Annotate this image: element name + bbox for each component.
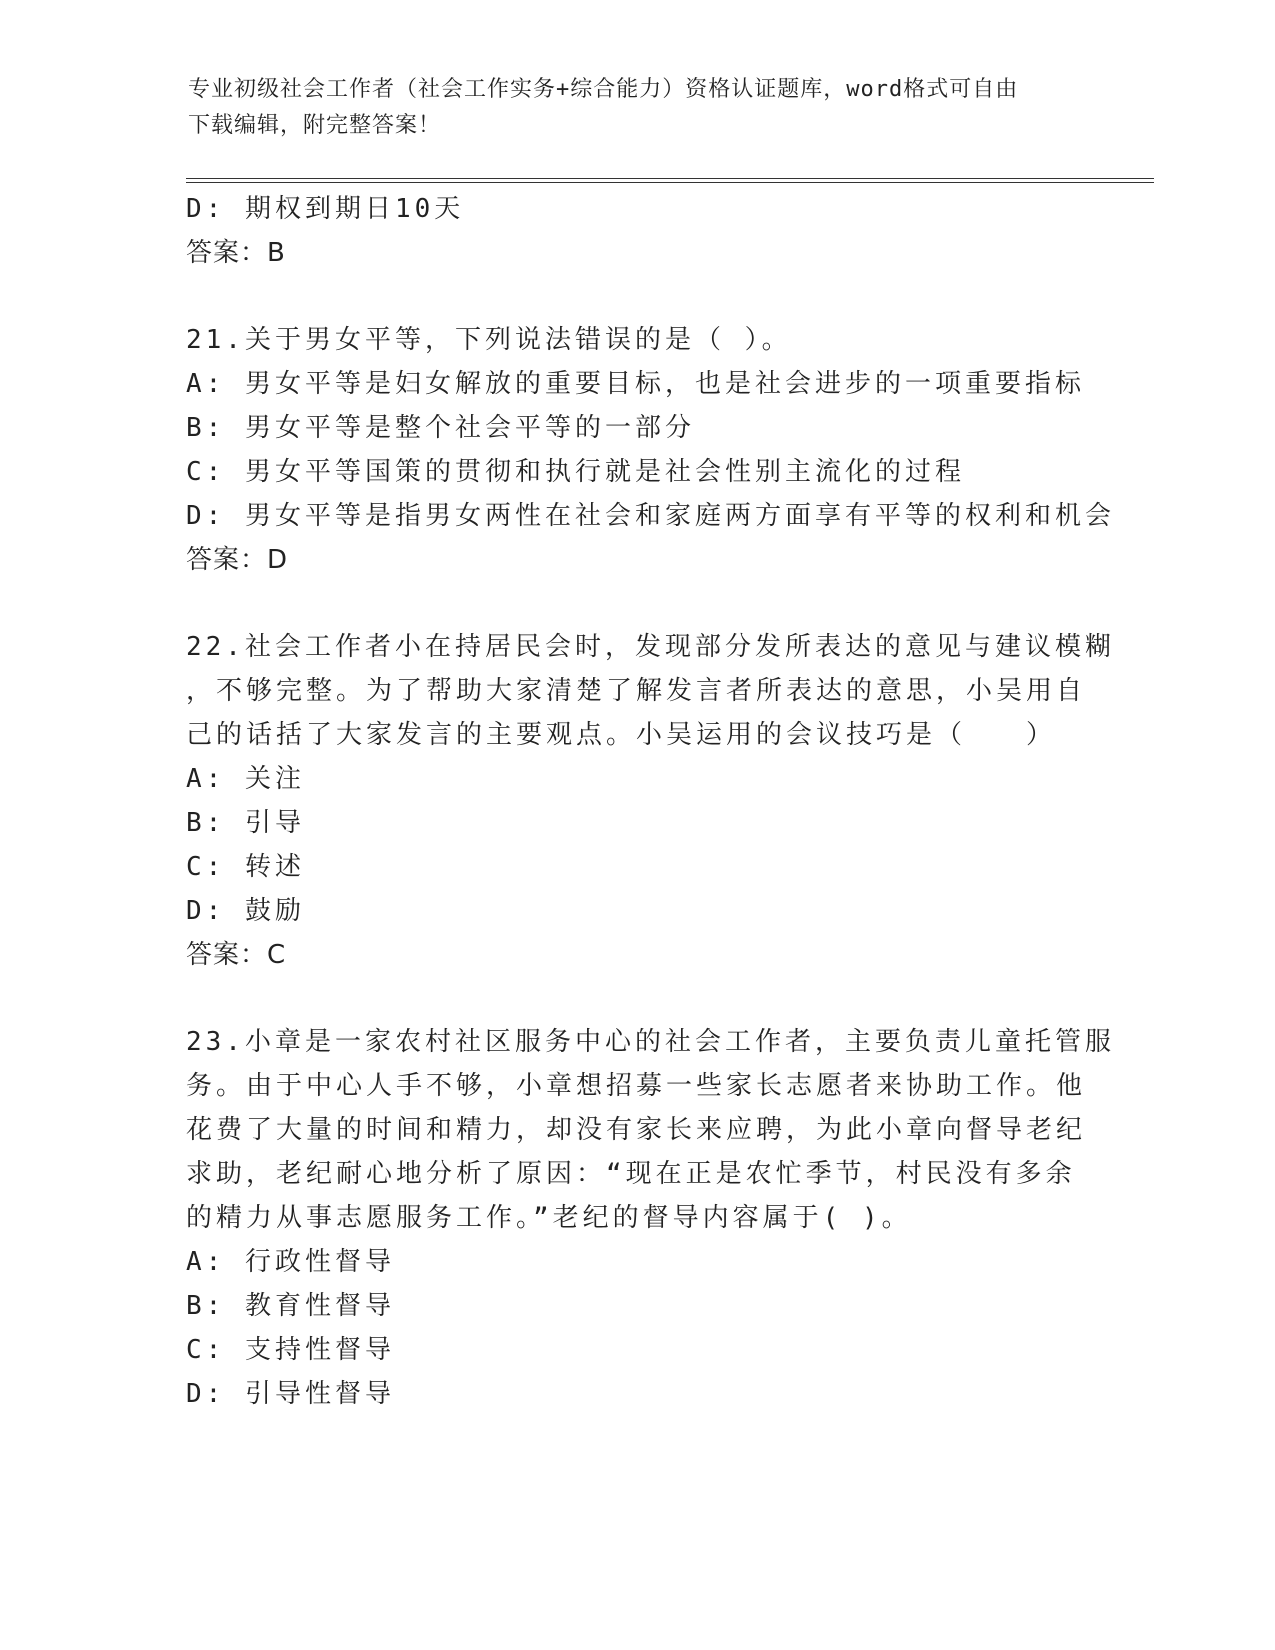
- question-22-answer: [186, 938, 286, 972]
- question-22-option-a: A: 关注: [186, 764, 305, 794]
- option-d: D: 期权到期日10天: [186, 194, 465, 224]
- question-21-stem: 21.关于男女平等，下列说法错误的是（ ）。: [186, 325, 792, 355]
- question-21-answer: [186, 543, 288, 577]
- question-22-option-d: D: 鼓励: [186, 896, 305, 926]
- question-23-stem-line-3: 花费了大量的时间和精力，却没有家长来应聘，为此小章向督导老纪: [186, 1115, 1087, 1145]
- answer-value: C: [267, 940, 287, 970]
- document-header: [188, 72, 1088, 144]
- header-divider-top: [186, 178, 1154, 179]
- question-22-option-c: C: 转述: [186, 852, 305, 882]
- header-title-line-2: 下载编辑，附完整答案！: [188, 113, 442, 138]
- answer-label: 答案：: [186, 545, 268, 575]
- question-21-option-c: C: 男女平等国策的贯彻和执行就是社会性别主流化的过程: [186, 457, 965, 487]
- answer-label: 答案：: [186, 940, 268, 970]
- question-22-stem-line-1: 22.社会工作者小在持居民会时，发现部分发所表达的意见与建议模糊: [186, 632, 1115, 662]
- question-23-option-b: B: 教育性督导: [186, 1291, 395, 1321]
- answer-value: B: [267, 238, 286, 268]
- question-23-option-c: C: 支持性督导: [186, 1335, 395, 1365]
- answer-label: 答案：: [186, 238, 268, 268]
- question-23-option-a: A: 行政性督导: [186, 1247, 395, 1277]
- question-22-option-b: B: 引导: [186, 808, 305, 838]
- question-23-stem-line-2: 务。由于中心人手不够，小章想招募一些家长志愿者来协助工作。他: [186, 1071, 1087, 1101]
- question-23-stem-line-1: 23.小章是一家农村社区服务中心的社会工作者，主要负责儿童托管服: [186, 1027, 1115, 1057]
- header-title-line-1: 专业初级社会工作者（社会工作实务+综合能力）资格认证题库，word格式可自由: [188, 77, 1019, 102]
- question-23-stem-line-4: 求助，老纪耐心地分析了原因：“现在正是农忙季节，村民没有多余: [186, 1159, 1076, 1189]
- question-23-option-d: D: 引导性督导: [186, 1379, 395, 1409]
- answer-value: D: [267, 545, 289, 575]
- question-21-option-b: B: 男女平等是整个社会平等的一部分: [186, 413, 695, 443]
- question-21-option-a: A: 男女平等是妇女解放的重要目标，也是社会进步的一项重要指标: [186, 369, 1085, 399]
- question-23-stem-line-5: 的精力从事志愿服务工作。”老纪的督导内容属于( )。: [186, 1203, 912, 1233]
- answer-line: [186, 236, 286, 270]
- question-22-stem-line-3: 己的话括了大家发言的主要观点。小吴运用的会议技巧是（ ）: [186, 720, 1057, 750]
- header-divider-bottom: [186, 182, 1154, 183]
- question-21-option-d: D: 男女平等是指男女两性在社会和家庭两方面享有平等的权利和机会: [186, 501, 1115, 531]
- question-22-stem-line-2: ，不够完整。为了帮助大家清楚了解发言者所表达的意思，小吴用自: [186, 676, 1087, 706]
